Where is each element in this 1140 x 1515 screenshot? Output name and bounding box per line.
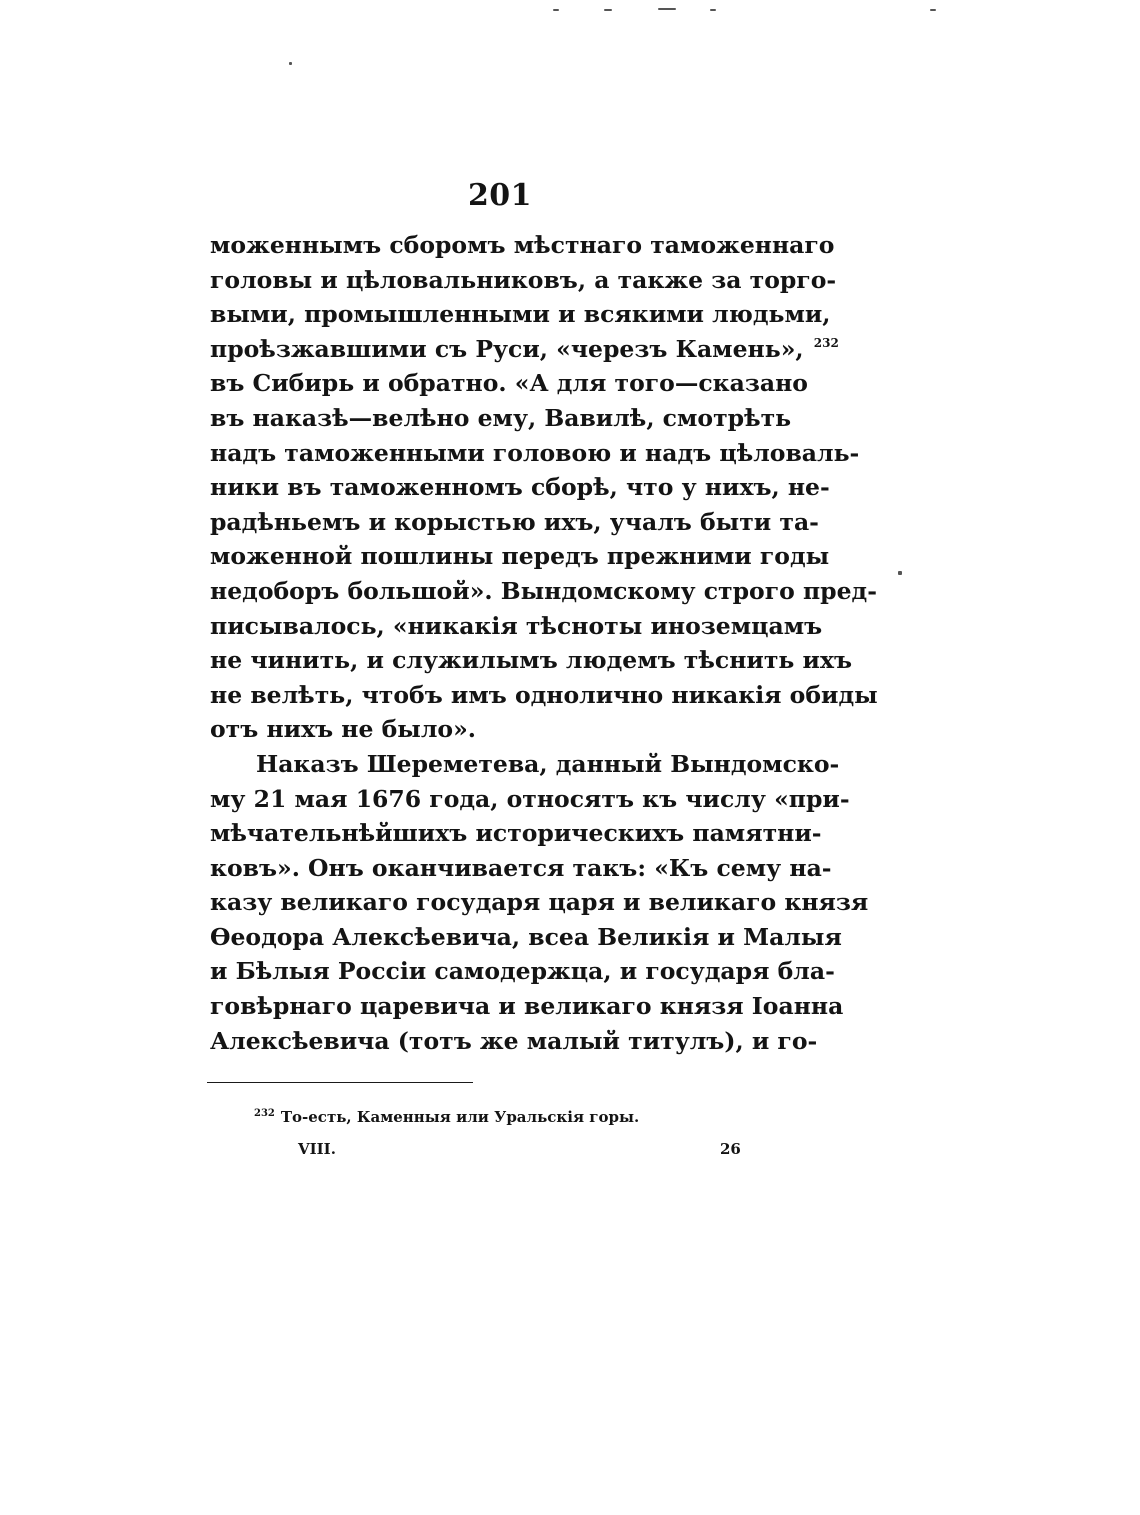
footnote-reference[interactable]: 232 xyxy=(813,335,839,350)
scan-speck xyxy=(710,9,716,11)
scan-speck xyxy=(658,8,676,10)
text-line: въ Сибирь и обратно. «А для того—сказано xyxy=(210,369,808,398)
scan-speck xyxy=(898,571,902,575)
text-line: проѣзжавшими съ Руси, «черезъ Камень», xyxy=(210,334,804,363)
text-line: въ наказѣ—велѣно ему, Вавилѣ, смотрѣть xyxy=(210,403,792,432)
text-line: моженнымъ сборомъ мѣстнаго таможеннаго xyxy=(210,231,835,259)
text-line: не велѣть, чтобъ имъ однолично никакія обиды xyxy=(210,680,878,709)
text-line: ники въ таможенномъ сборѣ, что у нихъ, не- xyxy=(210,473,830,502)
paragraph-start-line: Наказъ Шереметева, данный Вындомско- xyxy=(256,749,840,778)
text-line: ковъ». Онъ оканчивается такъ: «Къ сему на- xyxy=(210,853,832,882)
footnote-text: То-есть, Каменныя или Уральскія горы. xyxy=(280,1108,640,1126)
footnote-marker: 232 xyxy=(254,1108,275,1119)
text-line: надъ таможенными головою и надъ цѣловаль- xyxy=(210,438,860,467)
scan-speck xyxy=(604,9,612,11)
text-line: моженной пошлины передъ прежними годы xyxy=(210,542,830,571)
scan-speck xyxy=(553,9,559,11)
text-line: выми, промышленными и всякими людьми, xyxy=(210,300,831,329)
text-line: отъ нихъ не было». xyxy=(210,715,476,744)
footnote-divider xyxy=(207,1082,473,1083)
text-line-with-footnote-ref xyxy=(210,332,839,367)
text-line: и Бѣлыя Россіи самодержца, и государя бла- xyxy=(210,957,835,986)
text-line: говѣрнаго царевича и великаго князя Іоанна xyxy=(210,992,844,1021)
body-text xyxy=(210,228,878,1058)
text-line: мѣчательнѣйшихъ историческихъ памятни- xyxy=(210,819,822,848)
text-line: Алексѣевича (тотъ же малый титулъ), и го- xyxy=(210,1026,818,1055)
text-line: писывалось, «никакія тѣсноты иноземцамъ xyxy=(210,611,823,640)
signature-mark: VIII. xyxy=(298,1140,336,1158)
page-number: 201 xyxy=(467,178,533,213)
text-line: казу великаго государя царя и великаго князя xyxy=(210,888,869,917)
text-line: му 21 мая 1676 года, относятъ къ числу «при- xyxy=(210,784,850,813)
text-line: радѣньемъ и корыстью ихъ, учалъ быти та- xyxy=(210,507,819,536)
text-line: не чинить, и служилымъ людемъ тѣснить ихъ xyxy=(210,646,852,675)
scan-speck xyxy=(930,9,936,11)
text-line: Ѳеодора Алексѣевича, всеа Великія и Малыя xyxy=(210,922,842,951)
sheet-number: 26 xyxy=(720,1140,741,1158)
text-line: недоборъ большой». Вындомскому строго пред- xyxy=(210,576,877,605)
text-line: головы и цѣловальниковъ, а также за торго- xyxy=(210,265,837,294)
footnote xyxy=(254,1108,639,1126)
scan-speck xyxy=(289,62,292,65)
